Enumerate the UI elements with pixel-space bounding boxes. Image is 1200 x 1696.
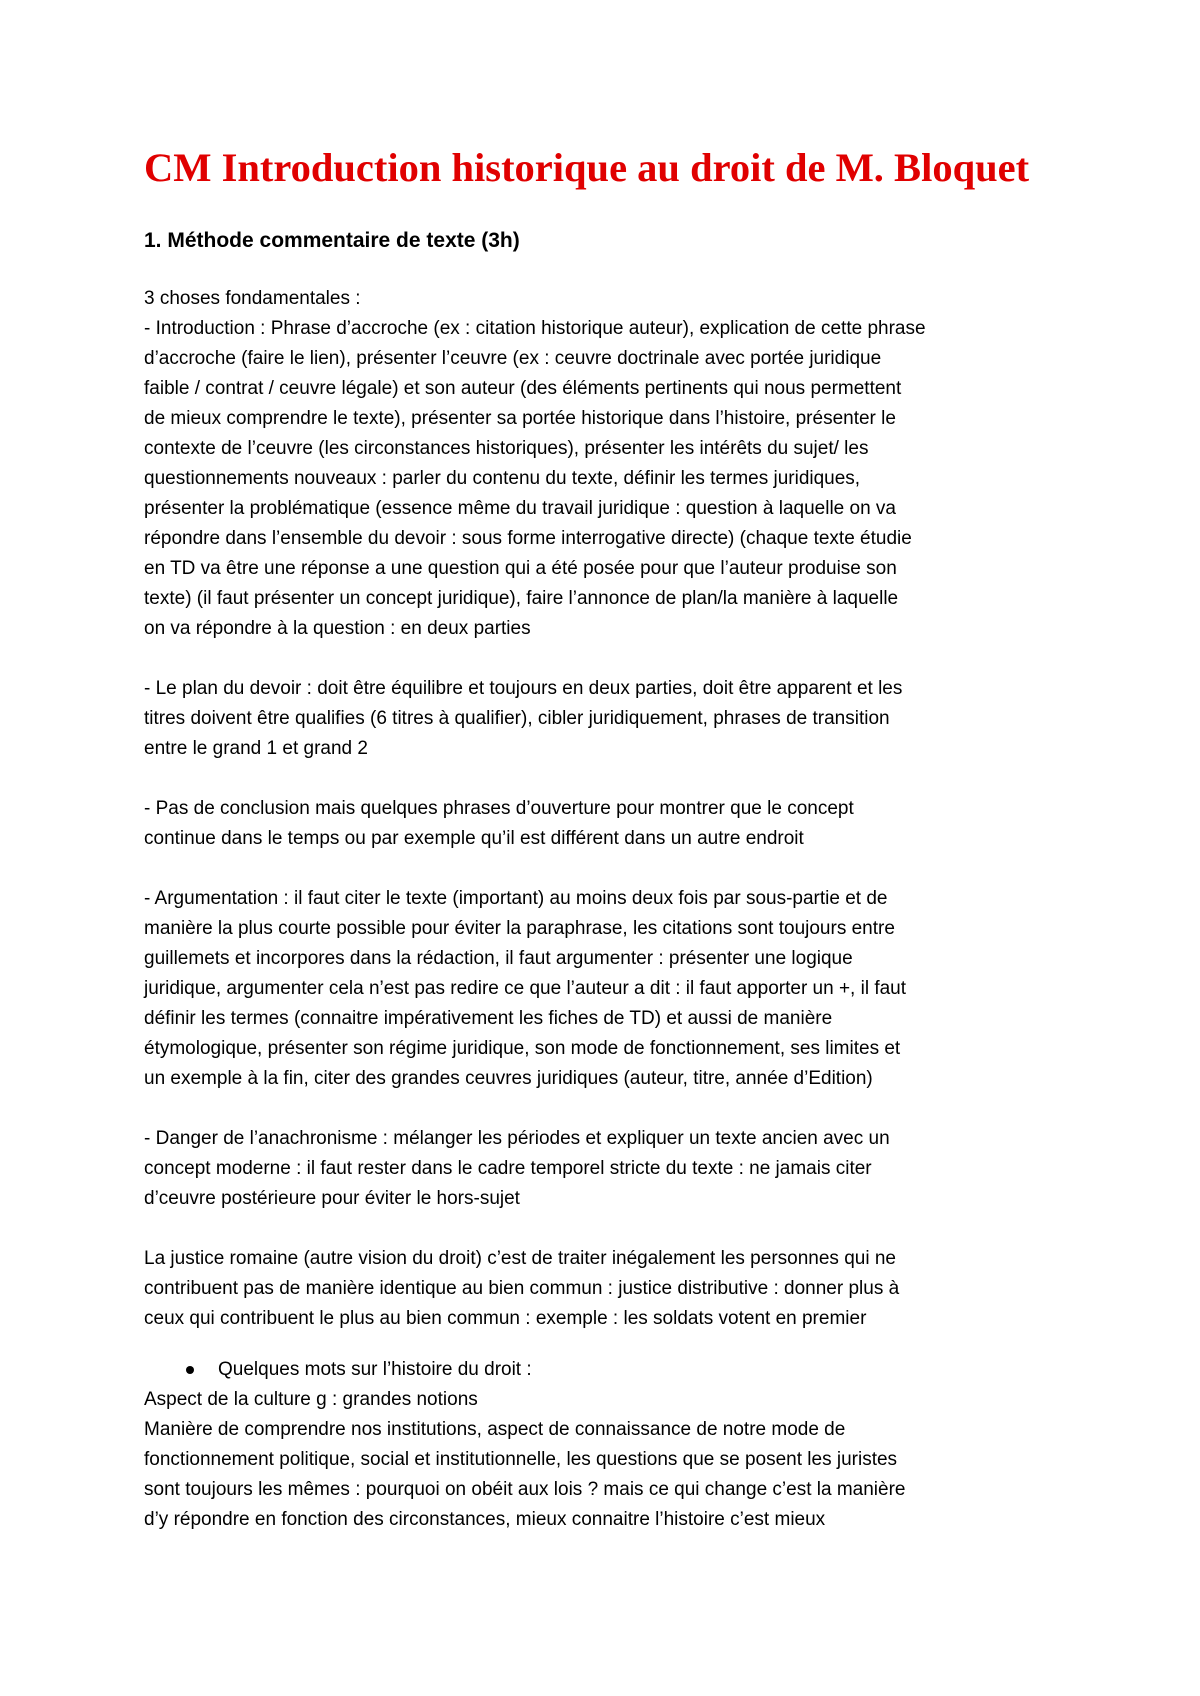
paragraph-line: concept moderne : il faut rester dans le cadre temporel stricte du texte : ne jamais citer <box>144 1158 872 1179</box>
paragraph-line: ceux qui contribuent le plus au bien commun : exemple : les soldats votent en premier <box>144 1308 867 1329</box>
paragraph-line: - Pas de conclusion mais quelques phrases d’ouverture pour montrer que le concept <box>144 798 854 819</box>
paragraph-line: entre le grand 1 et grand 2 <box>144 738 368 759</box>
paragraph-line: - Argumentation : il faut citer le texte (important) au moins deux fois par sous-partie et de <box>144 888 888 909</box>
paragraph-line: sont toujours les mêmes : pourquoi on obéit aux lois ? mais ce qui change c’est la manière <box>144 1479 906 1500</box>
paragraph-line: un exemple à la fin, citer des grandes ceuvres juridiques (auteur, titre, année d’Edition) <box>144 1068 873 1089</box>
paragraph-line: guillemets et incorpores dans la rédaction, il faut argumenter : présenter une logique <box>144 948 853 969</box>
paragraph-line: on va répondre à la question : en deux parties <box>144 618 531 639</box>
paragraph-line: d’accroche (faire le lien), présenter l’ceuvre (ex : ceuvre doctrinale avec portée juridique <box>144 348 882 369</box>
paragraph-line: Aspect de la culture g : grandes notions <box>144 1389 478 1410</box>
document-title: CM Introduction historique au droit de M. Bloquet <box>144 145 1030 190</box>
paragraph-line: de mieux comprendre le texte), présenter sa portée historique dans l’histoire, présenter le <box>144 408 896 429</box>
paragraph-line: d’ceuvre postérieure pour éviter le hors-sujet <box>144 1188 520 1209</box>
bullet-item: Quelques mots sur l’histoire du droit : <box>218 1359 532 1380</box>
paragraph-line: continue dans le temps ou par exemple qu’il est différent dans un autre endroit <box>144 828 804 849</box>
paragraph-line: texte) (il faut présenter un concept juridique), faire l’annonce de plan/la manière à laquelle <box>144 588 899 609</box>
section-heading: 1. Méthode commentaire de texte (3h) <box>144 229 520 252</box>
paragraph-line: faible / contrat / ceuvre légale) et son auteur (des éléments pertinents qui nous permettent <box>144 378 902 399</box>
paragraph-line: - Le plan du devoir : doit être équilibre et toujours en deux parties, doit être apparent et les <box>144 678 903 699</box>
paragraph-line: - Danger de l’anachronisme : mélanger les périodes et expliquer un texte ancien avec un <box>144 1128 890 1149</box>
paragraph-line: en TD va être une réponse a une question qui a été posée pour que l’auteur produise son <box>144 558 897 579</box>
paragraph-line: manière la plus courte possible pour éviter la paraphrase, les citations sont toujours entre <box>144 918 895 939</box>
paragraph-line: La justice romaine (autre vision du droit) c’est de traiter inégalement les personnes qui ne <box>144 1248 896 1269</box>
paragraph-line: Manière de comprendre nos institutions, aspect de connaissance de notre mode de <box>144 1419 846 1440</box>
paragraph-line: d’y répondre en fonction des circonstances, mieux connaitre l’histoire c’est mieux <box>144 1509 826 1530</box>
paragraph-line: définir les termes (connaitre impérativement les fiches de TD) et aussi de manière <box>144 1008 833 1029</box>
bullet-icon <box>186 1366 194 1374</box>
paragraph-line: contexte de l’ceuvre (les circonstances historiques), présenter les intérêts du sujet/ les <box>144 438 869 459</box>
paragraph-line: questionnements nouveaux : parler du contenu du texte, définir les termes juridiques, <box>144 468 861 489</box>
paragraph-line: étymologique, présenter son régime juridique, son mode de fonctionnement, ses limites et <box>144 1038 901 1059</box>
paragraph-line: contribuent pas de manière identique au bien commun : justice distributive : donner plus à <box>144 1278 900 1299</box>
paragraph-line: titres doivent être qualifies (6 titres à qualifier), cibler juridiquement, phrases de transition <box>144 708 890 729</box>
paragraph-line: 3 choses fondamentales : <box>144 288 361 309</box>
paragraph-line: - Introduction : Phrase d’accroche (ex : citation historique auteur), explication de cette phrase <box>144 318 926 339</box>
paragraph-line: répondre dans l’ensemble du devoir : sous forme interrogative directe) (chaque texte étudie <box>144 528 912 549</box>
paragraph-line: juridique, argumenter cela n’est pas redire ce que l’auteur a dit : il faut apporter un +, il faut <box>144 978 907 999</box>
paragraph-line: fonctionnement politique, social et institutionnelle, les questions que se posent les juristes <box>144 1449 898 1470</box>
paragraph-line: présenter la problématique (essence même du travail juridique : question à laquelle on va <box>144 498 896 519</box>
